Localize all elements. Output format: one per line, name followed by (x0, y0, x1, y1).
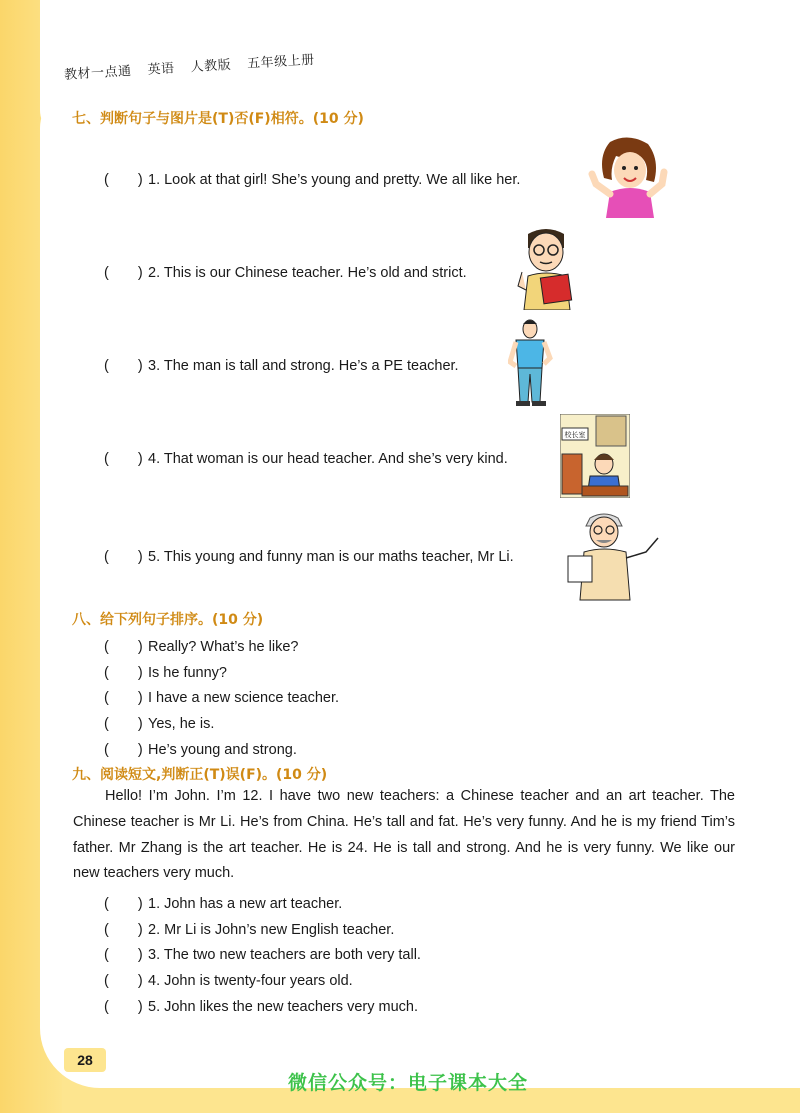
item-text: Is he funny? (148, 665, 227, 681)
answer-blank[interactable]: ( ) (104, 639, 143, 655)
s7-item-2 (104, 261, 467, 282)
item-text: 3. The man is tall and strong. He’s a PE teacher. (148, 358, 459, 374)
passage-text: Hello! I’m John. I’m 12. I have two new teachers: a Chinese teacher and an art teacher. The Chinese teacher is Mr Li. He’s from China. He’s tall and fat. He’s very funny. And he is my friend Tim’s father. Mr Zhang is the art teacher. He is 24. He is tall and strong. And he is very funny. We like our new teachers very much. (73, 788, 735, 882)
reading-passage (73, 784, 735, 887)
answer-blank[interactable]: ( ) (104, 665, 143, 681)
item-text: 2. This is our Chinese teacher. He’s old and strict. (148, 265, 467, 281)
item-text: 1. John has a new art teacher. (148, 896, 343, 912)
answer-blank[interactable]: ( ) (104, 742, 143, 758)
item-text: 1. Look at that girl! She’s young and pretty. We all like her. (148, 172, 521, 188)
s9-item-1 (104, 892, 342, 913)
answer-blank[interactable]: ( ) (104, 947, 143, 963)
s7-item-4 (104, 447, 508, 468)
watermark: 微信公众号：电子课本大全 (288, 1072, 529, 1094)
maths-teacher-illustration (566, 508, 662, 604)
item-text: 2. Mr Li is John’s new English teacher. (148, 922, 395, 938)
s9-item-4 (104, 969, 353, 990)
head-teacher-illustration (560, 414, 630, 498)
answer-blank[interactable]: ( ) (104, 922, 143, 938)
section-8-title: 八、给下列句子排序。(10 分) (72, 612, 264, 628)
s7-item-1 (104, 168, 520, 189)
item-text: 4. That woman is our head teacher. And she’s very kind. (148, 451, 508, 467)
s8-item-1 (104, 635, 298, 656)
section-7-title: 七、判断句子与图片是(T)否(F)相符。(10 分) (72, 111, 364, 127)
s9-item-5 (104, 995, 418, 1016)
s8-item-4 (104, 712, 214, 733)
answer-blank[interactable]: ( ) (104, 999, 143, 1015)
item-text: 4. John is twenty-four years old. (148, 973, 353, 989)
answer-blank[interactable]: ( ) (104, 265, 143, 281)
pe-teacher-illustration (508, 318, 554, 408)
answer-blank[interactable]: ( ) (104, 896, 143, 912)
answer-blank[interactable]: ( ) (104, 358, 143, 374)
answer-blank[interactable]: ( ) (104, 172, 143, 188)
item-text: He’s young and strong. (148, 742, 297, 758)
item-text: 3. The two new teachers are both very tall. (148, 947, 421, 963)
s8-item-3 (104, 686, 339, 707)
header-book: 教材一点通 (63, 62, 132, 82)
item-text: 5. This young and funny man is our maths teacher, Mr Li. (148, 549, 514, 565)
section-9-title: 九、阅读短文,判断正(T)误(F)。(10 分) (72, 767, 328, 783)
page-number: 28 (64, 1048, 106, 1072)
s7-item-5 (104, 545, 514, 566)
answer-blank[interactable]: ( ) (104, 973, 143, 989)
s8-item-5 (104, 738, 297, 759)
answer-blank[interactable]: ( ) (104, 690, 143, 706)
girl-illustration (588, 134, 668, 220)
item-text: I have a new science teacher. (148, 690, 340, 706)
header-edition: 人教版 (190, 56, 232, 75)
answer-blank[interactable]: ( ) (104, 451, 143, 467)
item-text: 5. John likes the new teachers very much. (148, 999, 418, 1015)
item-text: Really? What’s he like? (148, 639, 299, 655)
s9-item-2 (104, 918, 394, 939)
answer-blank[interactable]: ( ) (104, 549, 143, 565)
s8-item-2 (104, 661, 227, 682)
answer-blank[interactable]: ( ) (104, 716, 143, 732)
chinese-teacher-illustration (514, 226, 580, 310)
s7-item-3 (104, 354, 459, 375)
header-grade: 五年级上册 (246, 51, 315, 71)
s9-item-3 (104, 943, 421, 964)
item-text: Yes, he is. (148, 716, 215, 732)
header-subject: 英语 (147, 60, 175, 77)
office-sign: 校长室 (564, 431, 586, 439)
